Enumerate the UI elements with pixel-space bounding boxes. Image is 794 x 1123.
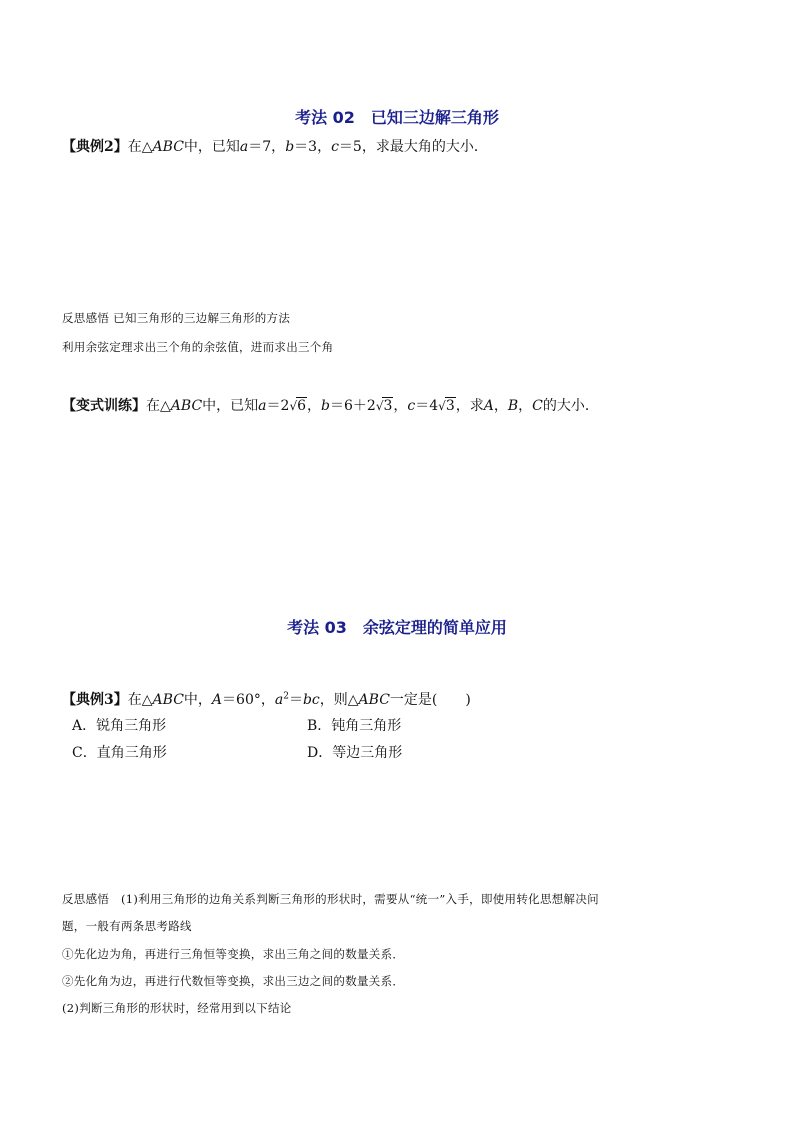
reflection-03-line-1: 反思感悟 (1)利用三角形的边角关系判断三角形的形状时，需要从“统一”入手，即使用转化思想解决问 — [62, 892, 599, 906]
sqrt-6: √6 — [289, 398, 307, 414]
reflection-03-line-3: ①先化边为角，再进行三角恒等变换，求出三角之间的数量关系． — [62, 947, 405, 961]
option-d[interactable]: D．等边三角形 — [307, 745, 403, 761]
reflection-03-line-2: 题，一般有两条思考路线 — [62, 919, 192, 933]
option-c[interactable]: C．直角三角形 — [72, 745, 167, 761]
reflection-03-line-4: ②先化角为边，再进行代数恒等变换，求出三边之间的数量关系． — [62, 974, 405, 988]
reflection-02-line-2: 利用余弦定理求出三个角的余弦值，进而求出三个角 — [62, 340, 334, 354]
reflection-03-line-5: (2)判断三角形的形状时，经常用到以下结论 — [62, 1001, 292, 1015]
variant-training: 【变式训练】在△ABC中，已知a＝2√6，b＝6＋2√3，c＝4√3，求A，B，C的大小． — [62, 398, 599, 414]
option-a[interactable]: A．锐角三角形 — [72, 718, 167, 734]
sqrt-3-b: √3 — [375, 398, 393, 414]
reflection-02-line-1: 反思感悟 已知三角形的三边解三角形的方法 — [62, 311, 291, 325]
example-2: 【典例2】在△ABC中，已知a＝7，b＝3，c＝5，求最大角的大小． — [62, 139, 488, 155]
option-b[interactable]: B．钝角三角形 — [307, 718, 402, 734]
section-03-title: 考法 03 余弦定理的简单应用 — [287, 618, 507, 637]
sqrt-3-c: √3 — [438, 398, 455, 414]
example-3: 【典例3】在△ABC中，A＝60°，$a^2=bc$，则△ABC一定是( ) — [62, 691, 471, 708]
section-02-title: 考法 02 已知三边解三角形 — [295, 108, 499, 127]
